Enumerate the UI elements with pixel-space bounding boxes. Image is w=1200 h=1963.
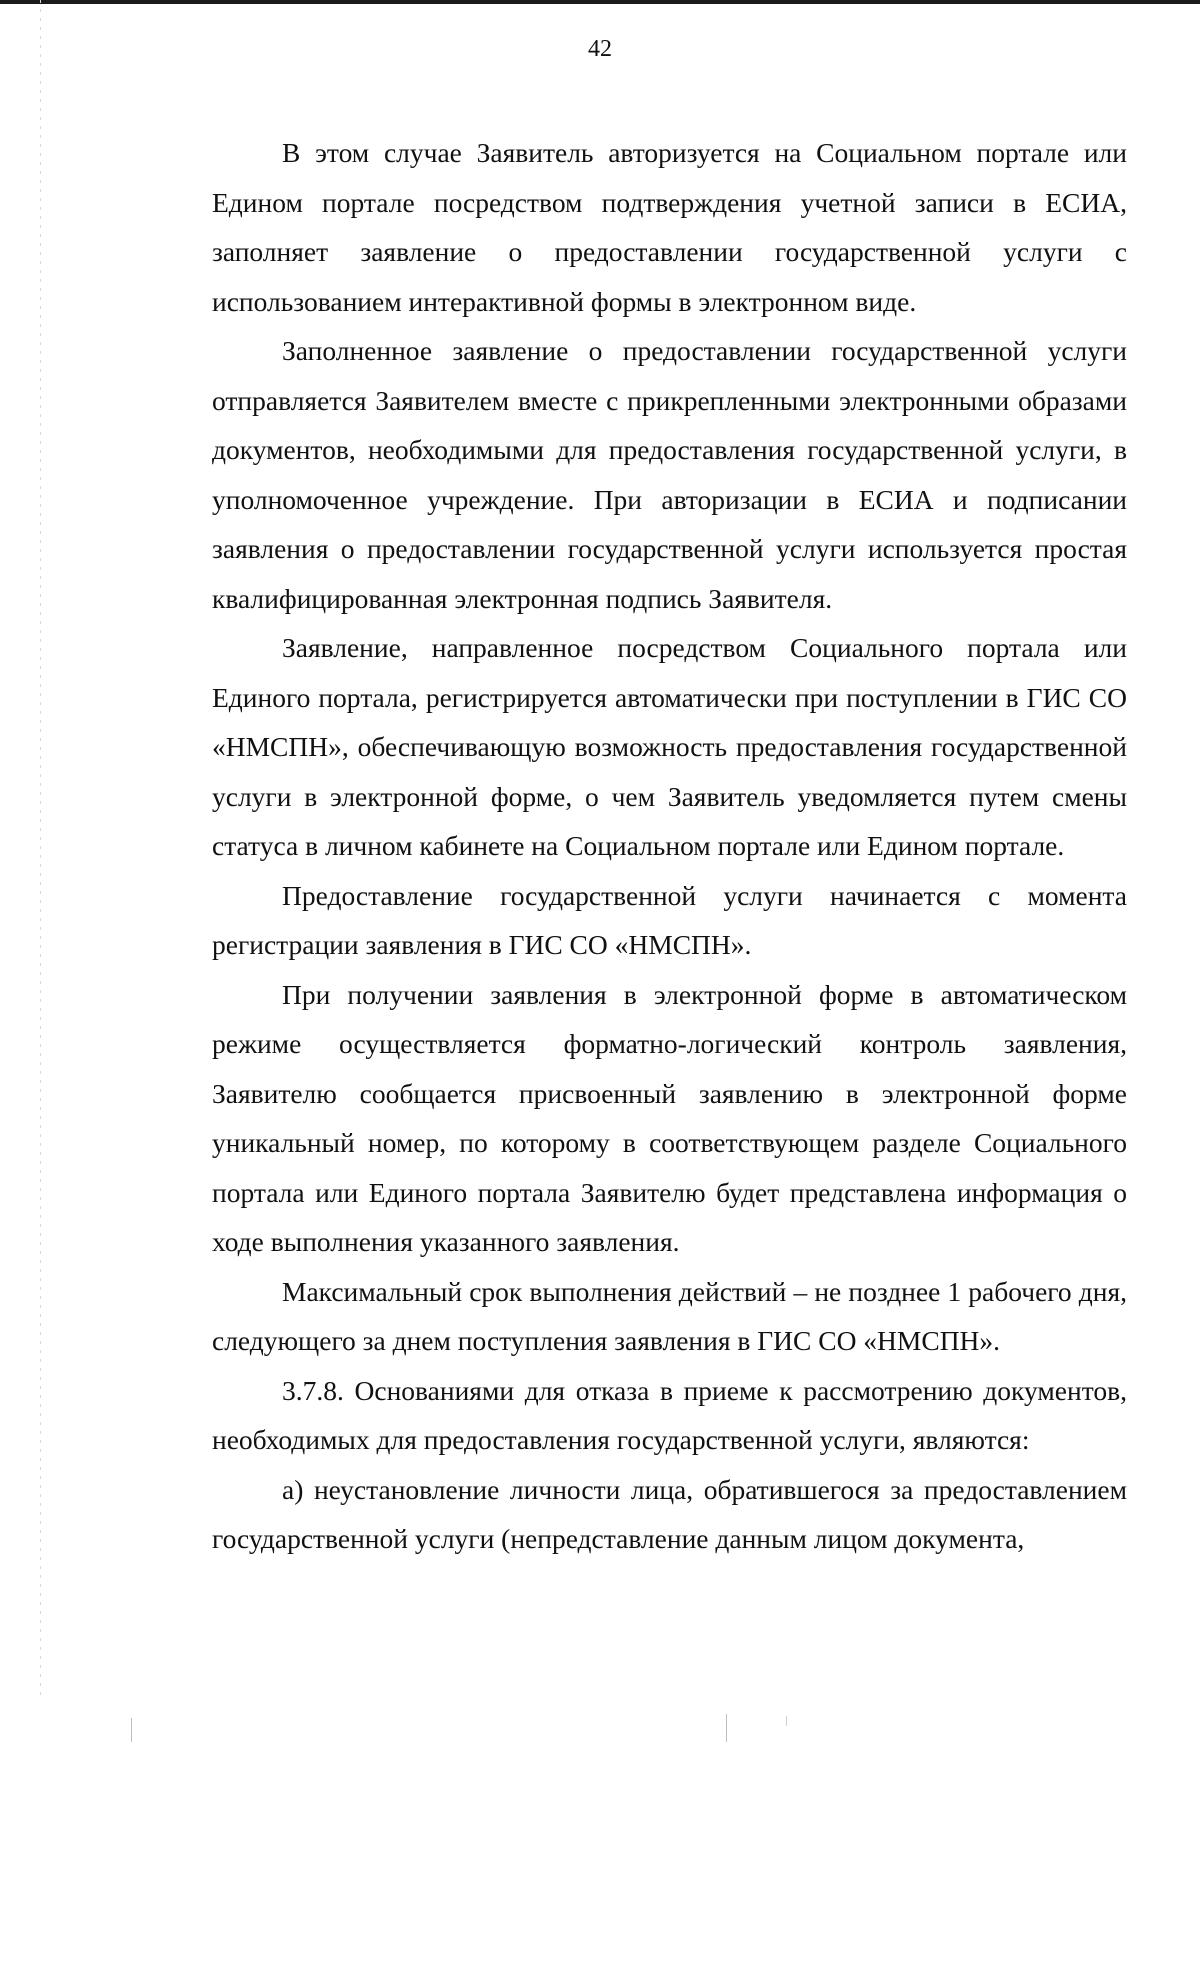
paragraph-service-start: Предоставление государственной услуги начинается с момента регистрации заявления в ГИС СО «НМСПН».	[212, 879, 1127, 960]
paragraph-refusal-grounds: 3.7.8. Основаниями для отказа в приеме к рассмотрению документов, необходимых для предоставления государственной услуги, являются:	[212, 1374, 1127, 1455]
scan-artifact-mark	[131, 1718, 132, 1742]
paragraph-authorization: В этом случае Заявитель авторизуется на Социальном портале или Едином портале посредством подтверждения учетной записи в ЕСИА, заполняет заявление о предоставлении государственной услуги с использованием интерактивной формы в электронном виде.	[212, 137, 1127, 317]
document-body	[212, 128, 1127, 1564]
paragraph-refusal-item-a: а) неустановление личности лица, обратившегося за предоставлением государственной услуги (непредставление данным лицом документа,	[212, 1473, 1127, 1554]
top-scan-border	[0, 0, 1200, 4]
paragraph-format-control: При получении заявления в электронной форме в автоматическом режиме осуществляется форматно-логический контроль заявления, Заявителю сообщается присвоенный заявлению в электронной форме уникальный номер, по которому в соответствующем разделе Социального портала или Единого портала Заявителю будет представлена информация о ходе выполнения указанного заявления.	[212, 978, 1127, 1257]
page-number: 42	[588, 36, 612, 62]
paragraph-deadline: Максимальный срок выполнения действий – не позднее 1 рабочего дня, следующего за днем поступления заявления в ГИС СО «НМСПН».	[212, 1275, 1127, 1356]
paragraph-registration: Заявление, направленное посредством Социального портала или Единого портала, регистрируется автоматически при поступлении в ГИС СО «НМСПН», обеспечивающую возможность предоставления государственной услуги в электронной форме, о чем Заявитель уведомляется путем смены статуса в личном кабинете на Социальном портале или Едином портале.	[212, 632, 1127, 861]
scan-artifact-mark	[786, 1716, 787, 1726]
scan-artifact-mark	[726, 1714, 727, 1742]
paragraph-submission: Заполненное заявление о предоставлении государственной услуги отправляется Заявителем вместе с прикрепленными электронными образами документов, необходимыми для предоставления государственной услуги, в уполномоченное учреждение. При авторизации в ЕСИА и подписании заявления о предоставлении государственной услуги используется простая квалифицированная электронная подпись Заявителя.	[212, 335, 1127, 614]
scan-edge-artifact	[40, 0, 41, 1700]
